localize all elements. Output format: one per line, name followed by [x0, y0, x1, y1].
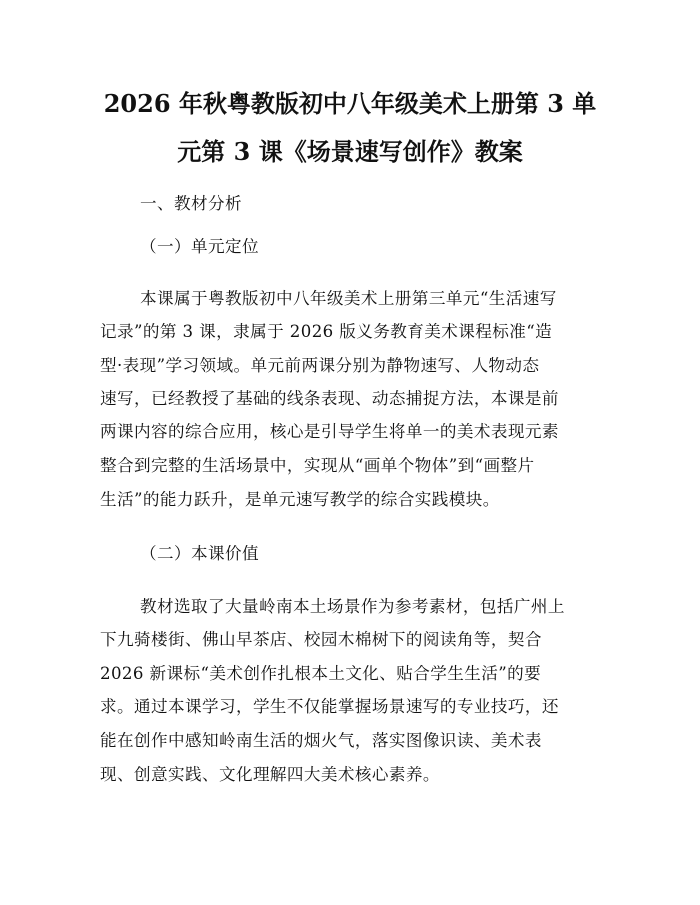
paragraph-1-line-3: 型·表现”学习领域。单元前两课分别为静物速写、人物动态	[100, 356, 540, 375]
title-line-2: 元第 3 课《场景速写创作》教案	[177, 137, 523, 166]
paragraph-2-line-4: 求。通过本课学习，学生不仅能掌握场景速写的专业技巧，还	[100, 697, 559, 716]
paragraph-1-line-7: 生活”的能力跃升，是单元速写教学的综合实践模块。	[100, 490, 500, 509]
subheading-unit-positioning: （一）单元定位	[140, 237, 259, 256]
document-title	[90, 80, 610, 176]
paragraph-1-line-6: 整合到完整的生活场景中，实现从“画单个物体”到“画整片	[100, 456, 535, 475]
paragraph-1-line-2: 记录”的第 3 课，隶属于 2026 版义务教育美术课程标准“造	[100, 322, 553, 341]
paragraph-2-line-5: 能在创作中感知岭南生活的烟火气，落实图像识读、美术表	[100, 731, 542, 750]
paragraph-1-line-4: 速写，已经教授了基础的线条表现、动态捕捉方法，本课是前	[100, 389, 559, 408]
title-line-1: 2026 年秋粤教版初中八年级美术上册第 3 单	[103, 89, 597, 118]
section-heading-textbook-analysis: 一、教材分析	[140, 194, 242, 213]
paragraph-2-line-6: 现、创意实践、文化理解四大美术核心素养。	[100, 765, 440, 784]
paragraph-2-line-1: 教材选取了大量岭南本土场景作为参考素材，包括广州上	[140, 597, 565, 616]
paragraph-1-line-5: 两课内容的综合应用，核心是引导学生将单一的美术表现元素	[100, 422, 559, 441]
paragraph-2-line-2: 下九骑楼街、佛山早茶店、校园木棉树下的阅读角等，契合	[100, 630, 542, 649]
paragraph-2-line-3: 2026 新课标“美术创作扎根本土文化、贴合学生生活”的要	[100, 664, 542, 683]
subheading-lesson-value: （二）本课价值	[140, 544, 259, 563]
paragraph-1-line-1: 本课属于粤教版初中八年级美术上册第三单元“生活速写	[140, 289, 557, 308]
